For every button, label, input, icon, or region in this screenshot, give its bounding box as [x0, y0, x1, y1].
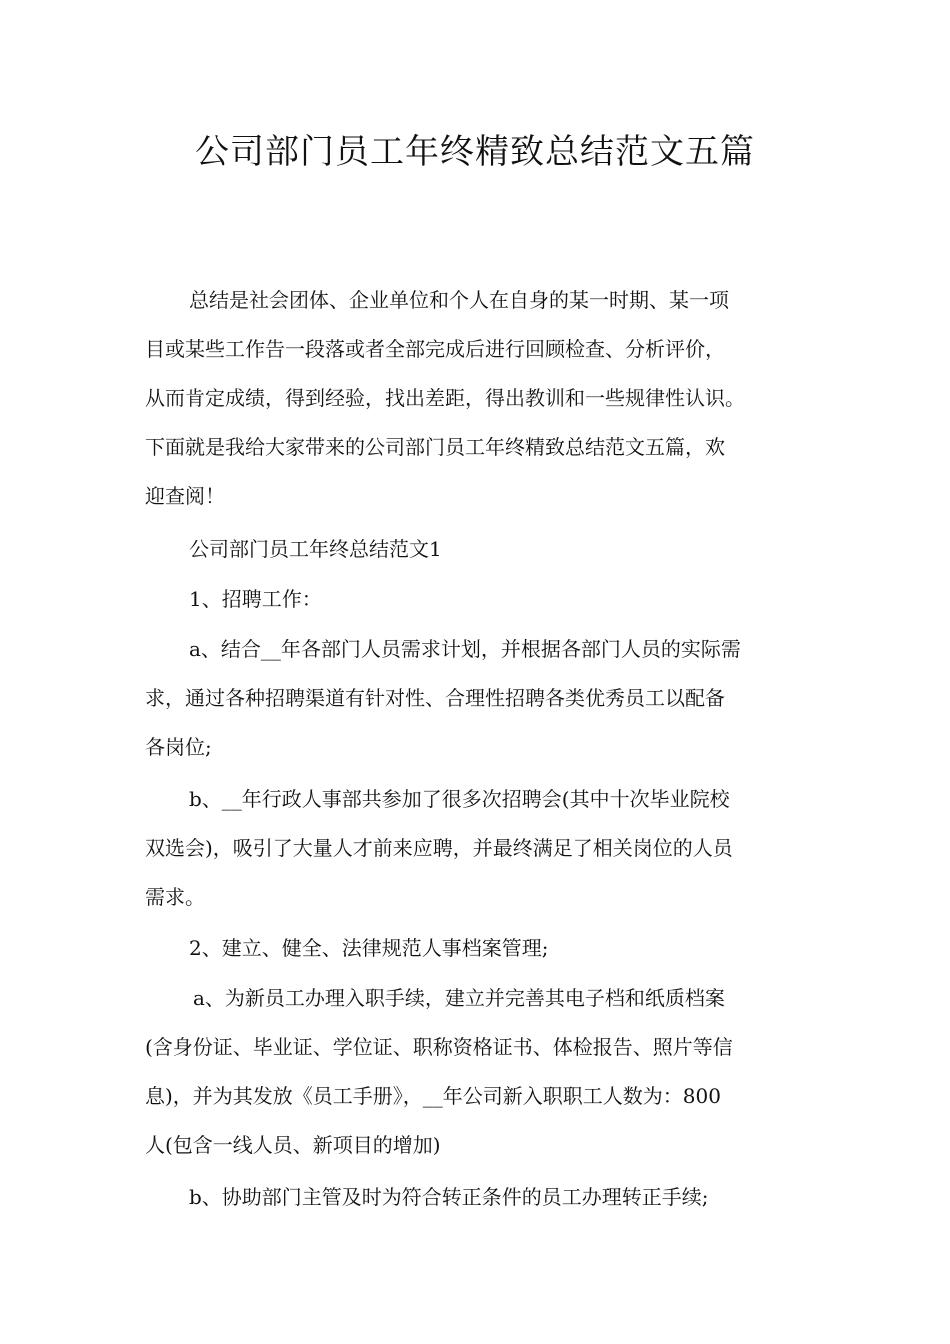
paragraph-line: 需求。 [145, 885, 205, 909]
section-heading [145, 525, 825, 574]
paragraph-line: (含身份证、毕业证、学位证、职称资格证书、体检报告、照片等信 [145, 1035, 733, 1059]
paragraph-line: 息)，并为其发放《员工手册》，__年公司新入职职工人数为：800 [145, 1084, 721, 1108]
paragraph-line: 人(包含一线人员、新项目的增加) [145, 1133, 441, 1157]
paragraph-line: 各岗位; [145, 735, 212, 759]
document-title: 公司部门员工年终精致总结范文五篇 [195, 132, 755, 172]
item-title: 1、招聘工作： [189, 587, 322, 611]
item-paragraph [145, 775, 825, 922]
paragraph-line: 总结是社会团体、企业单位和个人在自身的某一时期、某一项 [189, 288, 729, 312]
item-heading [145, 575, 825, 624]
paragraph-line: a、结合__年各部门人员需求计划，并根据各部门人员的实际需 [189, 637, 741, 661]
paragraph-line: 双选会)，吸引了大量人才前来应聘，并最终满足了相关岗位的人员 [145, 836, 733, 860]
paragraph-line: b、协助部门主管及时为符合转正条件的员工办理转正手续; [189, 1185, 709, 1209]
item-paragraph [145, 974, 825, 1170]
paragraph-line: 求，通过各种招聘渠道有针对性、合理性招聘各类优秀员工以配备 [145, 686, 725, 710]
paragraph-line: a、为新员工办理入职手续，建立并完善其电子档和纸质档案 [193, 986, 725, 1010]
item-paragraph [145, 1173, 825, 1222]
paragraph-line: 迎查阅！ [145, 484, 225, 508]
paragraph-line: b、__年行政人事部共参加了很多次招聘会(其中十次毕业院校 [189, 787, 730, 811]
item-title: 2、建立、健全、法律规范人事档案管理; [189, 936, 549, 960]
paragraph-line: 目或某些工作告一段落或者全部完成后进行回顾检查、分析评价， [145, 337, 725, 361]
item-heading [145, 924, 825, 973]
paragraph-line: 下面就是我给大家带来的公司部门员工年终精致总结范文五篇，欢 [145, 435, 725, 459]
paragraph-line: 从而肯定成绩，得到经验，找出差距，得出教训和一些规律性认识。 [145, 386, 745, 410]
section-title: 公司部门员工年终总结范文1 [189, 537, 442, 561]
intro-paragraph [145, 276, 825, 521]
item-paragraph [145, 625, 825, 772]
